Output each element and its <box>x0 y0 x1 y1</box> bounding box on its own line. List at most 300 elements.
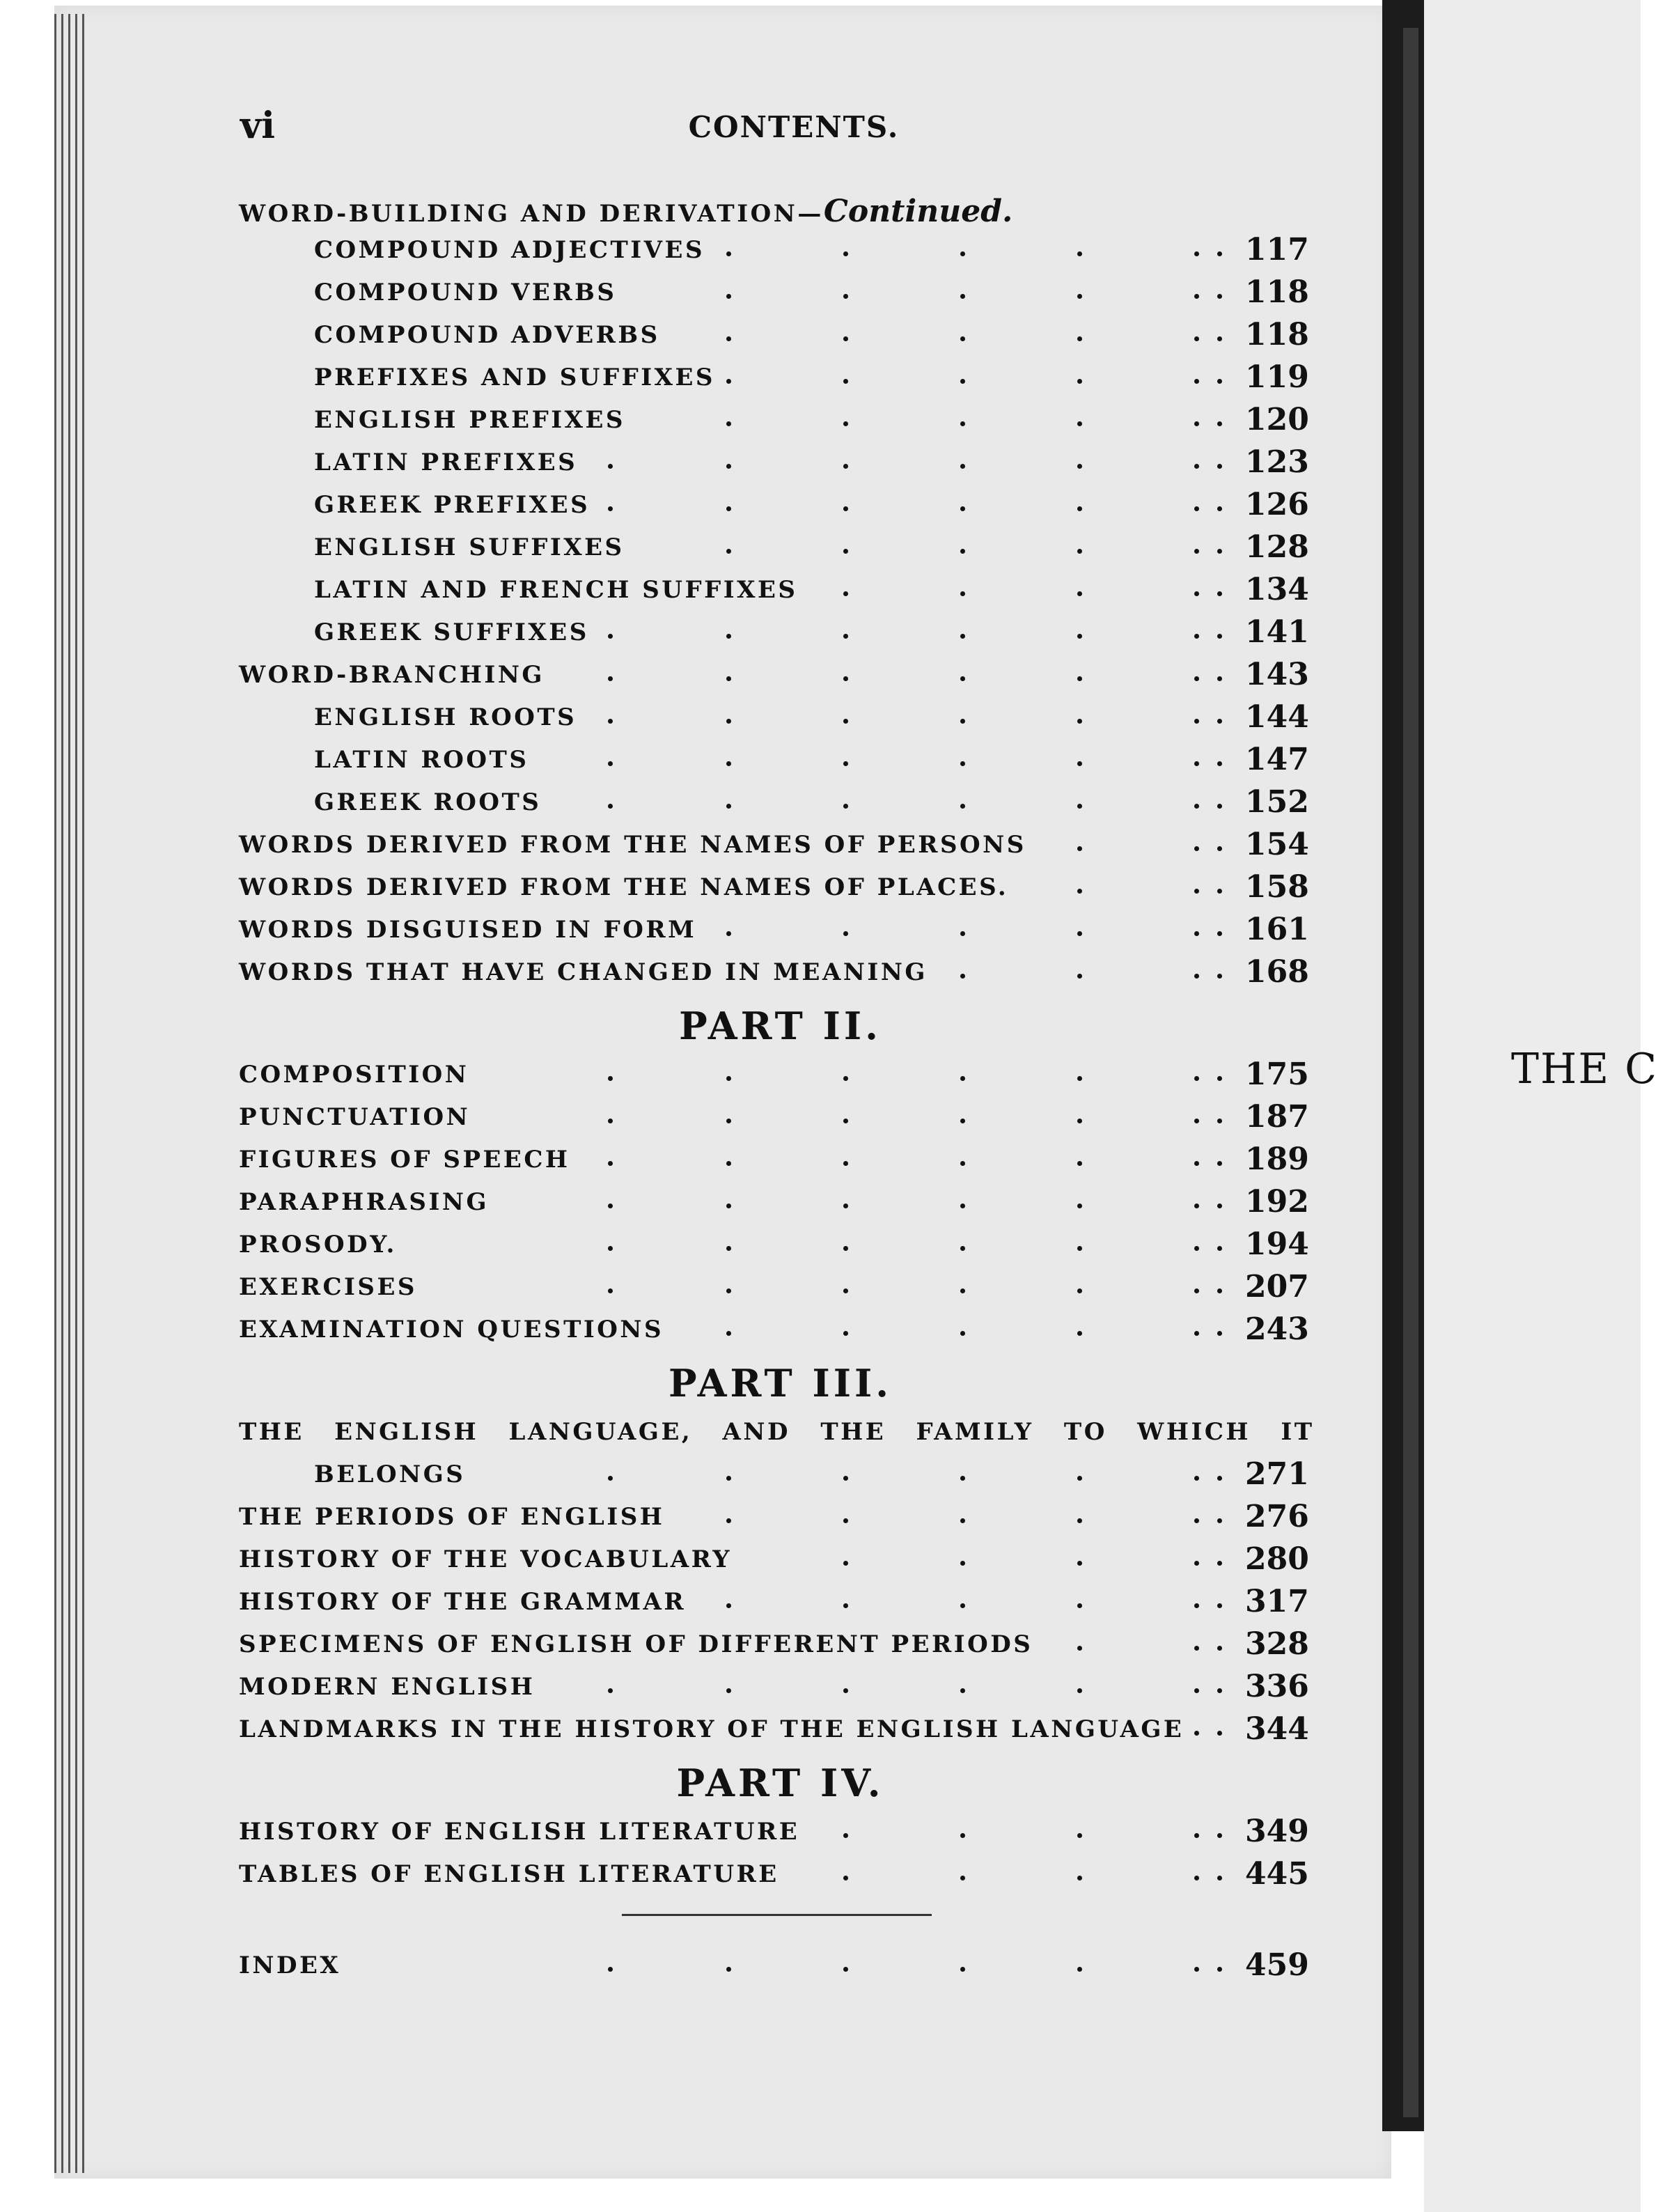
leader-dot <box>1077 1833 1082 1838</box>
leader-dot <box>1217 931 1222 936</box>
toc-entry-page: 117 <box>1245 232 1309 267</box>
leader-dot <box>1077 804 1082 809</box>
toc-entry <box>239 824 1308 866</box>
leader-dot <box>843 549 848 554</box>
divider <box>622 1914 932 1916</box>
leader-dot <box>960 506 965 511</box>
leader-dot <box>960 421 965 426</box>
leader-dot <box>843 251 848 256</box>
page-number: vi <box>240 104 275 147</box>
leader-dot <box>1077 251 1082 256</box>
leader-dot <box>1077 1603 1082 1608</box>
toc-entry <box>239 1666 1308 1708</box>
toc-entry-title: HISTORY OF THE VOCABULARY <box>239 1545 733 1573</box>
part-heading-row <box>239 1351 1308 1411</box>
leader-dot <box>1077 1646 1082 1651</box>
leader-dot <box>960 336 965 341</box>
leader-dot <box>843 1833 848 1838</box>
leader-dot <box>1077 1204 1082 1208</box>
leader-dot <box>960 464 965 469</box>
leader-dot <box>1194 846 1199 851</box>
leader-dot <box>960 1076 965 1081</box>
leader-dot <box>726 634 731 639</box>
leader-dot <box>1217 1119 1222 1123</box>
leader-dot <box>1077 889 1082 894</box>
leader-dot <box>726 1967 731 1972</box>
leader-dot <box>960 1603 965 1608</box>
leader-dot <box>843 1246 848 1251</box>
leader-dot <box>843 1876 848 1880</box>
leader-dot <box>843 336 848 341</box>
page-title: CONTENTS. <box>688 110 900 144</box>
leader-dot <box>843 676 848 681</box>
toc-entry-page: 152 <box>1245 784 1309 820</box>
leader-dot <box>726 719 731 724</box>
leader-dot <box>960 1561 965 1566</box>
leader-dot <box>726 1119 731 1123</box>
part-heading-row <box>239 1751 1308 1811</box>
toc-entry <box>239 527 1308 569</box>
leader-dot <box>1077 974 1082 979</box>
leader-dot <box>843 634 848 639</box>
leader-dot <box>1077 1331 1082 1336</box>
leader-dot <box>1194 464 1199 469</box>
toc-entry-page: 187 <box>1245 1099 1309 1135</box>
leader-dot <box>843 379 848 384</box>
toc-entry <box>239 1139 1308 1181</box>
leader-dot <box>1194 379 1199 384</box>
leader-dot <box>1077 1876 1082 1880</box>
leader-dot <box>1217 889 1222 894</box>
toc-entry-title: FIGURES OF SPEECH <box>239 1146 570 1174</box>
leader-dot <box>1217 421 1222 426</box>
toc-entry-title: BELONGS <box>314 1461 466 1488</box>
section-heading: WORD-BUILDING AND DERIVATION— <box>239 200 824 228</box>
toc-entry-page: 271 <box>1245 1456 1309 1492</box>
toc-entry <box>239 781 1308 824</box>
leader-dot <box>608 719 613 724</box>
section1-entries <box>239 229 1308 994</box>
leader-dot <box>1194 634 1199 639</box>
toc-entry-title: THE ENGLISH LANGUAGE, AND THE FAMILY TO WHICH IT <box>239 1418 1315 1446</box>
toc-entry-title: WORDS DERIVED FROM THE NAMES OF PERSONS <box>239 831 1026 859</box>
leader-dot <box>726 549 731 554</box>
toc-entry-title: COMPOSITION <box>239 1061 469 1089</box>
leader-dot <box>608 804 613 809</box>
leader-dot <box>843 761 848 766</box>
toc-entry-page: 445 <box>1245 1856 1309 1892</box>
page-header <box>240 104 1306 153</box>
leader-dot <box>1217 464 1222 469</box>
toc-entry <box>239 1454 1308 1496</box>
toc-entry-title: COMPOUND ADVERBS <box>314 321 660 349</box>
leader-dot <box>726 1476 731 1481</box>
leader-dot <box>1217 1603 1222 1608</box>
leader-dot <box>726 1288 731 1293</box>
toc-entry <box>239 272 1308 314</box>
toc-entry-page: 118 <box>1245 317 1309 352</box>
toc-entry-page: 147 <box>1245 742 1309 777</box>
section-heading-row <box>239 187 1308 229</box>
leader-dot <box>1194 1288 1199 1293</box>
leader-dot <box>608 1161 613 1166</box>
divider-row <box>239 1896 1308 1945</box>
toc-entry-page: 126 <box>1245 487 1309 522</box>
leader-dot <box>726 804 731 809</box>
leader-dot <box>608 1204 613 1208</box>
leader-dot <box>1217 634 1222 639</box>
leader-dot <box>960 591 965 596</box>
toc-entry <box>239 909 1308 951</box>
leader-dot <box>1217 846 1222 851</box>
leader-dot <box>1194 1518 1199 1523</box>
leader-dot <box>843 1561 848 1566</box>
toc-entry <box>239 1811 1308 1853</box>
page-edge-lines <box>54 14 96 2173</box>
toc-entry <box>239 1054 1308 1096</box>
leader-dot <box>843 1476 848 1481</box>
leader-dot <box>1077 676 1082 681</box>
leader-dot <box>608 464 613 469</box>
leader-dot <box>726 1246 731 1251</box>
toc-entry-page: 123 <box>1245 444 1309 480</box>
toc-entry <box>239 399 1308 442</box>
toc-entry-page: 317 <box>1245 1584 1309 1619</box>
index-entry-container <box>239 1945 1308 1987</box>
right-page <box>1424 0 1641 2212</box>
leader-dot <box>726 506 731 511</box>
leader-dot <box>608 1288 613 1293</box>
leader-dot <box>843 1331 848 1336</box>
toc-entry-title: COMPOUND ADJECTIVES <box>314 236 705 264</box>
leader-dot <box>843 421 848 426</box>
toc-entry <box>239 1623 1308 1666</box>
toc-entry <box>239 1496 1308 1539</box>
leader-dot <box>608 1476 613 1481</box>
leader-dot <box>1194 1476 1199 1481</box>
part-heading-row <box>239 994 1308 1054</box>
toc-entry-page: 143 <box>1245 657 1309 692</box>
toc-entry-title: LATIN AND FRENCH SUFFIXES <box>314 576 798 604</box>
toc-entry-title: HISTORY OF THE GRAMMAR <box>239 1588 687 1616</box>
toc-entry-page: 154 <box>1245 827 1309 862</box>
leader-dot <box>960 294 965 299</box>
leader-dot <box>843 1076 848 1081</box>
leader-dot <box>1194 974 1199 979</box>
toc-entry-page: 158 <box>1245 869 1309 905</box>
leader-dot <box>1194 549 1199 554</box>
leader-dot <box>608 506 613 511</box>
leader-dot <box>960 1518 965 1523</box>
toc-entry <box>239 569 1308 612</box>
leader-dot <box>960 379 965 384</box>
toc-entry-title: ENGLISH PREFIXES <box>314 406 625 434</box>
leader-dot <box>1194 591 1199 596</box>
toc-entry-page: 280 <box>1245 1541 1309 1577</box>
leader-dot <box>1077 591 1082 596</box>
toc-entry-page: 328 <box>1245 1626 1309 1662</box>
toc-entry-title: LATIN PREFIXES <box>314 449 578 476</box>
toc-entry <box>239 484 1308 527</box>
leader-dot <box>843 719 848 724</box>
toc-entry-title: TABLES OF ENGLISH LITERATURE <box>239 1860 779 1888</box>
leader-dot <box>1077 1076 1082 1081</box>
leader-dot <box>1077 931 1082 936</box>
leader-dot <box>960 1119 965 1123</box>
leader-dot <box>843 931 848 936</box>
leader-dot <box>1217 1646 1222 1651</box>
part2-entries <box>239 1054 1308 1351</box>
leader-dot <box>1077 1967 1082 1972</box>
leader-dot <box>843 1603 848 1608</box>
dot-leader <box>239 1950 1242 1978</box>
leader-dot <box>960 676 965 681</box>
leader-dot <box>1194 1119 1199 1123</box>
leader-dot <box>843 1967 848 1972</box>
leader-dot <box>1217 974 1222 979</box>
leader-dot <box>1217 719 1222 724</box>
leader-dot <box>1194 1833 1199 1838</box>
leader-dot <box>1217 1288 1222 1293</box>
leader-dot <box>726 336 731 341</box>
leader-dot <box>960 1967 965 1972</box>
toc-entry-title: PROSODY. <box>239 1231 397 1259</box>
toc-entry <box>239 1309 1308 1351</box>
leader-dot <box>1194 1876 1199 1880</box>
leader-dot <box>1217 336 1222 341</box>
leader-dot <box>960 1876 965 1880</box>
leader-dot <box>960 1833 965 1838</box>
leader-dot <box>1194 506 1199 511</box>
toc-entry <box>239 866 1308 909</box>
leader-dot <box>1217 1204 1222 1208</box>
leader-dot <box>1217 1561 1222 1566</box>
leader-dot <box>1077 294 1082 299</box>
leader-dot <box>608 1119 613 1123</box>
toc-entry <box>239 229 1308 272</box>
leader-dot <box>1194 1967 1199 1972</box>
toc-entry-page: 207 <box>1245 1269 1309 1304</box>
leader-dot <box>726 1603 731 1608</box>
leader-dot <box>1194 1688 1199 1693</box>
toc-entry-page: 118 <box>1245 274 1309 310</box>
leader-dot <box>1077 1161 1082 1166</box>
leader-dot <box>960 1288 965 1293</box>
leader-dot <box>960 1204 965 1208</box>
toc-entry-title: PREFIXES AND SUFFIXES <box>314 364 715 391</box>
leader-dot <box>960 1161 965 1166</box>
leader-dot <box>1077 421 1082 426</box>
toc-entry <box>239 654 1308 696</box>
book-gutter-shadow <box>1403 28 1418 2117</box>
toc-entry <box>239 442 1308 484</box>
leader-dot <box>1194 336 1199 341</box>
leader-dot <box>1077 336 1082 341</box>
leader-dot <box>1194 1561 1199 1566</box>
leader-dot <box>1217 804 1222 809</box>
leader-dot <box>1217 1731 1222 1736</box>
leader-dot <box>726 1204 731 1208</box>
leader-dot <box>1217 294 1222 299</box>
leader-dot <box>1217 1833 1222 1838</box>
toc-entry <box>239 1945 1308 1987</box>
leader-dot <box>960 1476 965 1481</box>
toc-entry-page: 128 <box>1245 529 1309 565</box>
toc-entry-first-line <box>239 1411 1315 1454</box>
toc-entry <box>239 1096 1308 1139</box>
part-heading: PART IV. <box>676 1761 884 1805</box>
leader-dot <box>1077 1518 1082 1523</box>
toc-entry-page: 243 <box>1245 1311 1309 1347</box>
toc-entry-title: GREEK PREFIXES <box>314 491 591 519</box>
leader-dot <box>960 1246 965 1251</box>
toc-entry-title: GREEK SUFFIXES <box>314 618 589 646</box>
leader-dot <box>608 634 613 639</box>
leader-dot <box>1194 251 1199 256</box>
leader-dot <box>726 1076 731 1081</box>
toc-entry-title: HISTORY OF ENGLISH LITERATURE <box>239 1818 800 1846</box>
toc-entry-title: EXAMINATION QUESTIONS <box>239 1316 664 1343</box>
toc-entry-page: 189 <box>1245 1142 1309 1177</box>
leader-dot <box>1217 761 1222 766</box>
toc-entry-page: 134 <box>1245 572 1309 607</box>
leader-dot <box>1217 1161 1222 1166</box>
leader-dot <box>726 1331 731 1336</box>
leader-dot <box>1194 1076 1199 1081</box>
toc-entry-page: 276 <box>1245 1499 1309 1534</box>
leader-dot <box>608 1688 613 1693</box>
leader-dot <box>608 1246 613 1251</box>
leader-dot <box>1217 1688 1222 1693</box>
toc-entry-title: THE PERIODS OF ENGLISH <box>239 1503 665 1531</box>
leader-dot <box>843 1688 848 1693</box>
leader-dot <box>843 294 848 299</box>
leader-dot <box>608 1967 613 1972</box>
leader-dot <box>1194 294 1199 299</box>
section-heading-continued: Continued. <box>823 194 1013 229</box>
toc-entry <box>239 1539 1308 1581</box>
leader-dot <box>843 464 848 469</box>
toc-entry-title: SPECIMENS OF ENGLISH OF DIFFERENT PERIODS <box>239 1630 1033 1658</box>
leader-dot <box>726 379 731 384</box>
leader-dot <box>1077 846 1082 851</box>
toc-entry-page: 119 <box>1245 359 1309 395</box>
leader-dot <box>1217 1518 1222 1523</box>
leader-dot <box>960 974 965 979</box>
toc-entry-title: EXERCISES <box>239 1273 417 1301</box>
toc-entry-page: 336 <box>1245 1669 1309 1704</box>
leader-dot <box>1217 1876 1222 1880</box>
toc-entry-title: PARAPHRASING <box>239 1188 490 1216</box>
leader-dot <box>960 931 965 936</box>
leader-dot <box>726 761 731 766</box>
toc-entry-page: 144 <box>1245 699 1309 735</box>
leader-dot <box>843 1518 848 1523</box>
leader-dot <box>1194 676 1199 681</box>
leader-dot <box>726 464 731 469</box>
toc-entry <box>239 1581 1308 1623</box>
toc-entry-page: 194 <box>1245 1226 1309 1262</box>
leader-dot <box>1217 379 1222 384</box>
leader-dot <box>1217 1967 1222 1972</box>
toc-entry <box>239 1266 1308 1309</box>
leader-dot <box>1194 421 1199 426</box>
leader-dot <box>843 506 848 511</box>
leader-dot <box>1194 719 1199 724</box>
leader-dot <box>1194 1603 1199 1608</box>
leader-dot <box>843 1161 848 1166</box>
leader-dot <box>1217 506 1222 511</box>
leader-dot <box>1217 1246 1222 1251</box>
part3-entries <box>239 1454 1308 1751</box>
leader-dot <box>1077 634 1082 639</box>
part4-entries <box>239 1811 1308 1896</box>
leader-dot <box>1217 1076 1222 1081</box>
toc-entry-title: WORDS THAT HAVE CHANGED IN MEANING <box>239 958 928 986</box>
toc-entry-page: 344 <box>1245 1711 1309 1747</box>
leader-dot <box>726 1518 731 1523</box>
toc-entry-title: WORD-BRANCHING <box>239 661 545 689</box>
leader-dot <box>1077 761 1082 766</box>
toc-entry-title: ENGLISH ROOTS <box>314 703 577 731</box>
leader-dot <box>726 1161 731 1166</box>
leader-dot <box>1217 676 1222 681</box>
leader-dot <box>1194 931 1199 936</box>
leader-dot <box>1217 549 1222 554</box>
leader-dot <box>726 294 731 299</box>
toc-entry <box>239 1853 1308 1896</box>
toc-entry-page: 192 <box>1245 1184 1309 1220</box>
toc-entry <box>239 951 1308 994</box>
toc-entry <box>239 696 1308 739</box>
leader-dot <box>1194 1331 1199 1336</box>
toc-entry-title: PUNCTUATION <box>239 1103 471 1131</box>
toc-entry <box>239 357 1308 399</box>
leader-dot <box>1077 719 1082 724</box>
part-heading: PART II. <box>679 1004 882 1048</box>
leader-dot <box>1217 1476 1222 1481</box>
table-of-contents <box>239 187 1315 1987</box>
leader-dot <box>960 804 965 809</box>
toc-entry-title: LATIN ROOTS <box>314 746 529 774</box>
leader-dot <box>1077 1476 1082 1481</box>
leader-dot <box>843 591 848 596</box>
leader-dot <box>960 634 965 639</box>
leader-dot <box>1194 1246 1199 1251</box>
leader-dot <box>1194 889 1199 894</box>
leader-dot <box>726 421 731 426</box>
leader-dot <box>1077 549 1082 554</box>
leader-dot <box>726 1688 731 1693</box>
leader-dot <box>960 251 965 256</box>
toc-entry-title: WORDS DISGUISED IN FORM <box>239 916 697 944</box>
leader-dot <box>608 676 613 681</box>
right-page-heading: THE C <box>1511 1045 1658 1093</box>
toc-entry-page: 175 <box>1245 1057 1309 1092</box>
part-heading: PART III. <box>668 1361 893 1405</box>
leader-dot <box>1194 1161 1199 1166</box>
leader-dot <box>1194 804 1199 809</box>
leader-dot <box>1194 1646 1199 1651</box>
leader-dot <box>843 1288 848 1293</box>
leader-dot <box>960 549 965 554</box>
toc-entry <box>239 1708 1308 1751</box>
leader-dot <box>1194 1204 1199 1208</box>
toc-entry-title: MODERN ENGLISH <box>239 1673 535 1701</box>
toc-entry-page: 168 <box>1245 954 1309 990</box>
leader-dot <box>960 1688 965 1693</box>
leader-dot <box>960 719 965 724</box>
